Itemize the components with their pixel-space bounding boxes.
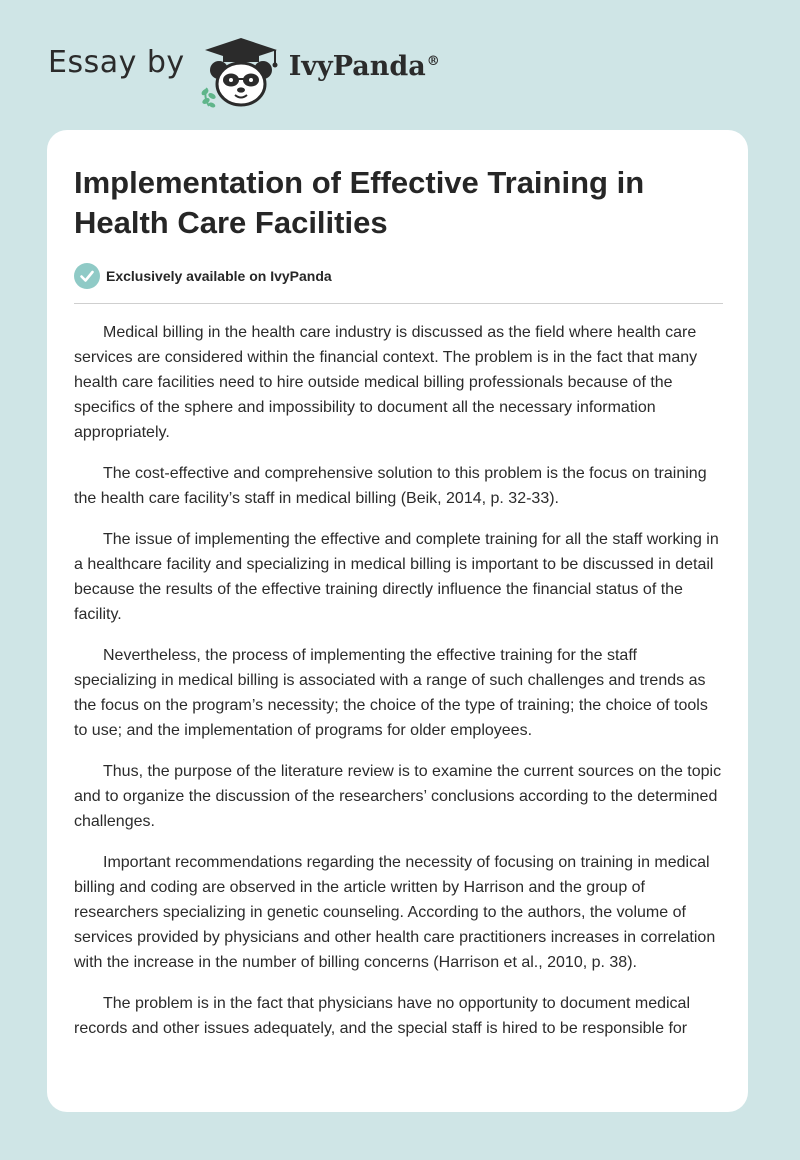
registered-mark: ® bbox=[426, 53, 440, 69]
essay-title: Implementation of Effective Training in Health Care Facilities bbox=[74, 165, 645, 240]
essay-paragraph-6: Important recommendations regarding the necessity of focusing on training in medical billing and coding are observed in the article written by Harrison and the group of researchers specializing in genetic counseling. According to the authors, the volume of services provided by physicians and other health care practitioners increases in correlation with the increase in the number of billing concerns (Harrison et al., 2010, p. 38). bbox=[74, 854, 716, 971]
essay-card bbox=[47, 130, 748, 1112]
exclusive-badge-text: Exclusively available on IvyPanda bbox=[106, 268, 332, 284]
brand-name-text: IvyPanda bbox=[288, 50, 426, 82]
brand-prefix: Essay by bbox=[48, 44, 185, 80]
brand-header bbox=[48, 30, 440, 110]
check-circle-icon bbox=[74, 263, 100, 289]
essay-paragraph-4: Nevertheless, the process of implementing the effective training for the staff specializing in medical billing is associated with a range of such challenges and trends as the focus on the program’s necessity; the choice of the type of training; the choice of tools to use; and the implementation of programs for older employees. bbox=[74, 647, 708, 739]
essay-paragraph-7: The problem is in the fact that physicians have no opportunity to document medical records and other issues adequately, and the special staff is hired to be responsible for bbox=[74, 995, 690, 1037]
essay-body bbox=[74, 320, 724, 1057]
panda-graduation-cap-icon[interactable] bbox=[197, 30, 285, 110]
essay-paragraph-3: The issue of implementing the effective and complete training for all the staff working in a healthcare facility and specializing in medical billing is important to be discussed in detail because the results of the effective training directly influence the financial status of the facility. bbox=[74, 531, 719, 623]
brand-name[interactable] bbox=[289, 51, 440, 82]
essay-paragraph-2: The cost-effective and comprehensive solution to this problem is the focus on training the health care facility’s staff in medical billing (Beik, 2014, p. 32-33). bbox=[74, 465, 707, 507]
title-divider bbox=[74, 303, 723, 304]
exclusive-badge bbox=[74, 263, 332, 289]
essay-paragraph-1: Medical billing in the health care industry is discussed as the field where health care services are considered within the financial context. The problem is in the fact that many health care facilities need to hire outside medical billing professionals because of the specifics of the sphere and impossibility to document all the necessary information appropriately. bbox=[74, 324, 698, 441]
essay-paragraph-5: Thus, the purpose of the literature review is to examine the current sources on the topic and to organize the discussion of the researchers’ conclusions according to the determined challenges. bbox=[74, 763, 722, 830]
